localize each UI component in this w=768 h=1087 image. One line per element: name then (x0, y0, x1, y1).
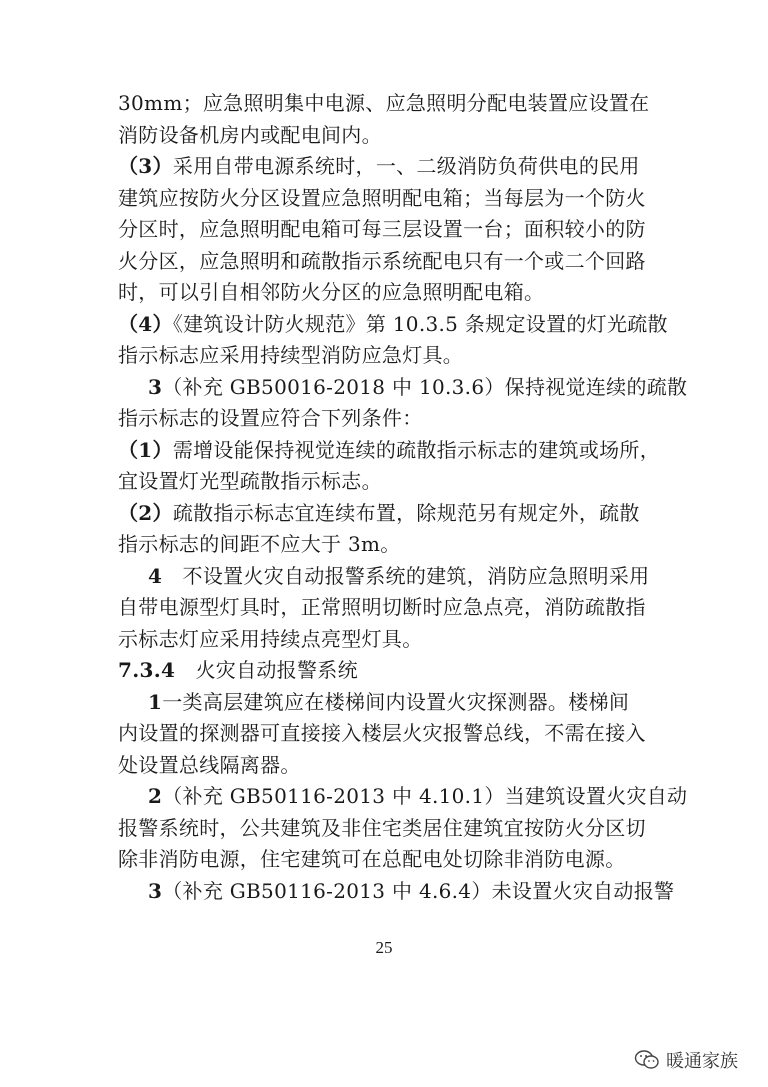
text-line (118, 309, 684, 341)
line-text: 《建筑设计防火规范》第 10.3.5 条规定设置的灯光疏散 (172, 311, 668, 336)
line-text: 建筑应按防火分区设置应急照明配电箱；当每层为一个防火 (118, 185, 646, 210)
line-text: 30mm；应急照明集中电源、应急照明分配电装置应设置在 (118, 91, 650, 115)
text-line (118, 246, 684, 278)
clause-number: （1） (118, 437, 173, 462)
text-line (118, 403, 684, 435)
text-line (118, 718, 684, 750)
line-text: 不设置火灾自动报警系统的建筑，消防应急照明采用 (162, 563, 650, 588)
clause-number: 4 (148, 563, 163, 588)
line-text: 指示标志的间距不应大于 3m。 (118, 532, 401, 556)
text-line (118, 876, 684, 908)
line-text: 指示标志应采用持续型消防应急灯具。 (118, 343, 464, 367)
text-line (118, 466, 684, 498)
text-line (118, 529, 684, 561)
clause-number: （4） (118, 311, 173, 336)
line-text: （补充 GB50116-2013 中 4.6.4）未设置火灾自动报警 (162, 878, 675, 903)
text-line (118, 340, 684, 372)
line-text: 报警系统时，公共建筑及非住宅类居住建筑宜按防火分区切 (118, 815, 646, 840)
line-text: 示标志灯应采用持续点亮型灯具。 (118, 626, 423, 651)
clause-number: 7.3.4 (118, 658, 176, 682)
line-text: 消防设备机房内或配电间内。 (118, 122, 382, 147)
text-line (118, 655, 684, 687)
text-line (118, 781, 688, 813)
text-line (118, 561, 684, 593)
text-line (118, 592, 684, 624)
text-line (118, 120, 684, 152)
line-text: 需增设能保持视觉连续的疏散指示标志的建筑或场所， (172, 437, 661, 462)
document-body (118, 88, 688, 907)
clause-number: 1 (148, 689, 163, 714)
text-line (118, 372, 688, 404)
line-text: （补充 GB50116-2013 中 4.10.1）当建筑设置火灾自动 (162, 784, 688, 808)
clause-number: 2 (148, 784, 163, 808)
text-line (118, 687, 684, 719)
line-text: 分区时，应急照明配电箱可每三层设置一台；面积较小的防 (118, 217, 646, 241)
watermark (634, 1047, 738, 1073)
text-line (118, 435, 684, 467)
text-line (118, 88, 684, 120)
text-line (118, 277, 684, 309)
clause-number: 3 (148, 878, 163, 903)
text-line (118, 214, 684, 246)
page-number: 25 (375, 938, 393, 957)
line-text: 宜设置灯光型疏散指示标志。 (118, 469, 382, 493)
line-text: 处设置总线隔离器。 (118, 752, 301, 777)
text-line (118, 151, 684, 183)
line-text: 自带电源型灯具时，正常照明切断时应急点亮，消防疏散指 (118, 595, 646, 619)
line-text: 一类高层建筑应在楼梯间内设置火灾探测器。楼梯间 (162, 689, 630, 714)
line-text: 火灾自动报警系统 (175, 658, 358, 682)
line-text: 指示标志的设置应符合下列条件： (118, 406, 423, 430)
clause-number: （3） (118, 154, 173, 178)
line-text: 内设置的探测器可直接接入楼层火灾报警总线，不需在接入 (118, 721, 646, 745)
text-line (118, 183, 684, 215)
line-text: 火分区，应急照明和疏散指示系统配电只有一个或二个回路 (118, 248, 646, 273)
clause-number: 3 (148, 374, 163, 399)
line-text: 疏散指示标志宜连续布置，除规范另有规定外，疏散 (172, 500, 640, 525)
line-text: 除非消防电源，住宅建筑可在总配电处切除非消防电源。 (118, 847, 626, 871)
text-line (118, 750, 684, 782)
line-text: （补充 GB50016-2018 中 10.3.6）保持视觉连续的疏散 (162, 374, 688, 399)
line-text: 采用自带电源系统时，一、二级消防负荷供电的民用 (172, 154, 640, 178)
text-line (118, 498, 684, 530)
wechat-icon (634, 1049, 660, 1071)
text-line (118, 844, 684, 876)
text-line (118, 813, 684, 845)
line-text: 时，可以引自相邻防火分区的应急照明配电箱。 (118, 280, 545, 304)
clause-number: （2） (118, 500, 173, 525)
text-line (118, 624, 684, 656)
watermark-text: 暖通家族 (666, 1051, 738, 1072)
